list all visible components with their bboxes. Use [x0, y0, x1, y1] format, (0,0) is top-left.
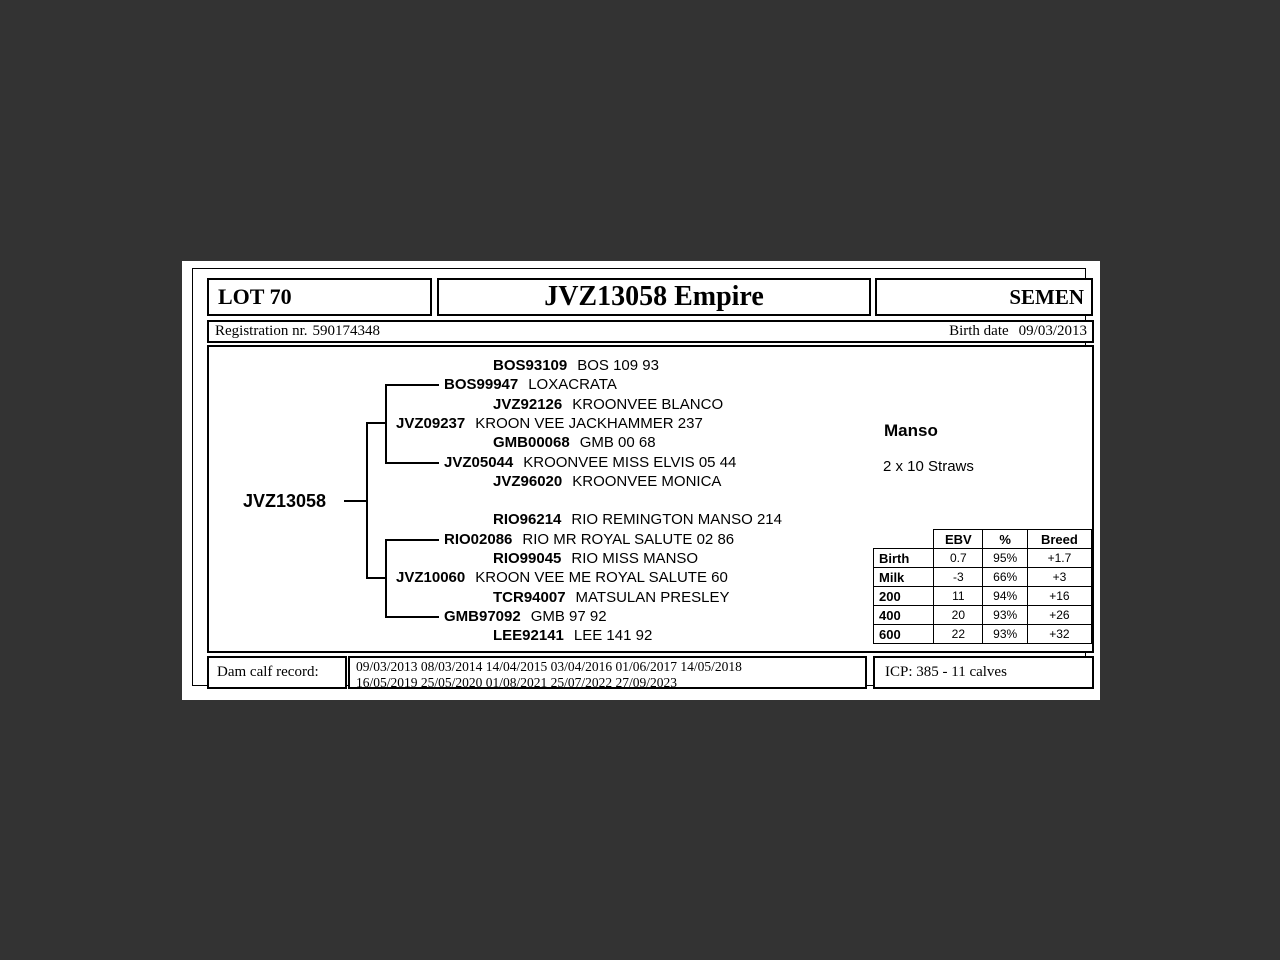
pedigree-granddam-line [385, 616, 439, 618]
pedigree-row [493, 589, 729, 607]
birth-date-value: 09/03/2013 [1018, 323, 1087, 339]
ebv-table [873, 529, 1092, 644]
ebv-row [874, 549, 1092, 568]
pedigree-row [493, 357, 659, 375]
ebv-col-header: Breed [1027, 530, 1091, 549]
ebv-accuracy: 93% [983, 606, 1027, 625]
animal-id: RIO02086 [444, 531, 513, 548]
animal-name: KROONVEE BLANCO [572, 396, 724, 413]
ebv-breed-avg: +26 [1027, 606, 1091, 625]
dam-calf-record-dates-box [348, 656, 867, 689]
card-outer-frame [192, 268, 1087, 690]
ebv-accuracy: 94% [983, 587, 1027, 606]
lot-catalog-card [182, 261, 1100, 700]
animal-id: RIO99045 [493, 550, 562, 567]
pedigree-row [493, 550, 698, 568]
ebv-breed-avg: +3 [1027, 568, 1091, 587]
pedigree-row [396, 415, 703, 433]
animal-id: BOS93109 [493, 357, 568, 374]
ebv-breed-avg: +32 [1027, 625, 1091, 644]
ebv-col-header: EBV [934, 530, 983, 549]
animal-id: JVZ09237 [396, 415, 466, 432]
registration-value: 590174348 [312, 323, 380, 339]
animal-name: KROON VEE ME ROYAL SALUTE 60 [475, 569, 728, 586]
registration-label: Registration nr. [215, 323, 308, 339]
ebv-row-label: 600 [874, 625, 934, 644]
category-box [875, 278, 1093, 316]
ebv-col-header: % [983, 530, 1027, 549]
straws-quantity: 2 x 10 Straws [883, 458, 974, 475]
ebv-accuracy: 66% [983, 568, 1027, 587]
ebv-row-label: Milk [874, 568, 934, 587]
pedigree-trunk-line [366, 422, 368, 579]
birth-date [949, 323, 1087, 340]
pedigree-granddam-line [385, 462, 439, 464]
ebv-row [874, 625, 1092, 644]
animal-title: JVZ13058 Empire [544, 281, 764, 312]
category-label: SEMEN [1009, 284, 1084, 309]
ebv-accuracy: 95% [983, 549, 1027, 568]
animal-name: KROONVEE MISS ELVIS 05 44 [523, 454, 737, 471]
ebv-row-label: 400 [874, 606, 934, 625]
pedigree-row [444, 376, 617, 394]
animal-name: KROON VEE JACKHAMMER 237 [475, 415, 703, 432]
pedigree-sire-bracket-line [385, 384, 387, 464]
pedigree-dam-connector-line [366, 577, 387, 579]
pedigree-row [493, 396, 723, 414]
ebv-value: 22 [934, 625, 983, 644]
animal-name: LEE 141 92 [573, 627, 653, 644]
ebv-value: 0.7 [934, 549, 983, 568]
animal-id: JVZ05044 [444, 454, 514, 471]
dam-calf-dates-line1: 09/03/2013 08/03/2014 14/04/2015 03/04/2016 01/06/2017 14/05/2018 [356, 659, 742, 674]
pedigree-grandsire-line [385, 384, 439, 386]
ebv-value: 20 [934, 606, 983, 625]
pedigree-row [493, 473, 721, 491]
animal-name: GMB 00 68 [579, 434, 656, 451]
animal-id: JVZ10060 [396, 569, 466, 586]
animal-id: TCR94007 [493, 589, 566, 606]
ebv-row [874, 587, 1092, 606]
animal-name: RIO MR ROYAL SALUTE 02 86 [522, 531, 735, 548]
ebv-blank-header-cell [874, 530, 934, 549]
dam-calf-record-label-box [207, 656, 347, 689]
pedigree-row [444, 608, 607, 626]
birth-date-label: Birth date [949, 323, 1009, 339]
animal-id: GMB97092 [444, 608, 521, 625]
icp-value: ICP: 385 - 11 calves [885, 664, 1007, 680]
icp-box [873, 656, 1094, 689]
ebv-accuracy: 93% [983, 625, 1027, 644]
pedigree-row [396, 569, 728, 587]
lot-number-box [207, 278, 432, 316]
ebv-breed-avg: +16 [1027, 587, 1091, 606]
pedigree-root-connector-line [344, 500, 367, 502]
pedigree-dam-bracket-line [385, 539, 387, 618]
animal-id: LEE92141 [493, 627, 564, 644]
animal-title-box [437, 278, 871, 316]
pedigree-row [444, 531, 734, 549]
ebv-breed-avg: +1.7 [1027, 549, 1091, 568]
ebv-header-row [874, 530, 1092, 549]
animal-name: GMB 97 92 [530, 608, 607, 625]
animal-name: MATSULAN PRESLEY [575, 589, 730, 606]
ebv-row [874, 568, 1092, 587]
ebv-row [874, 606, 1092, 625]
ebv-row-label: 200 [874, 587, 934, 606]
registration-number [215, 323, 380, 340]
animal-id: GMB00068 [493, 434, 570, 451]
dam-calf-record-label: Dam calf record: [217, 664, 319, 680]
ebv-value: 11 [934, 587, 983, 606]
pedigree-row [493, 627, 652, 645]
animal-name: BOS 109 93 [577, 357, 659, 374]
ebv-value: -3 [934, 568, 983, 587]
animal-id: JVZ92126 [493, 396, 563, 413]
animal-id: JVZ96020 [493, 473, 563, 490]
lot-number: LOT 70 [218, 284, 292, 309]
animal-name: KROONVEE MONICA [572, 473, 722, 490]
pedigree-root: JVZ13058 [243, 491, 327, 511]
registration-bar [207, 320, 1094, 343]
animal-name: RIO MISS MANSO [571, 550, 699, 567]
ebv-row-label: Birth [874, 549, 934, 568]
animal-id: RIO96214 [493, 511, 562, 528]
animal-id: BOS99947 [444, 376, 519, 393]
pedigree-row [444, 454, 736, 472]
breed-name: Manso [884, 421, 938, 440]
pedigree-row [493, 511, 782, 529]
animal-name: RIO REMINGTON MANSO 214 [571, 511, 782, 528]
animal-name: LOXACRATA [528, 376, 617, 393]
pedigree-grandsire-line [385, 539, 439, 541]
pedigree-panel [207, 345, 1094, 653]
pedigree-sire-connector-line [366, 422, 387, 424]
dam-calf-dates-line2: 16/05/2019 25/05/2020 01/08/2021 25/07/2022 27/09/2023 [356, 674, 678, 690]
pedigree-row [493, 434, 656, 452]
